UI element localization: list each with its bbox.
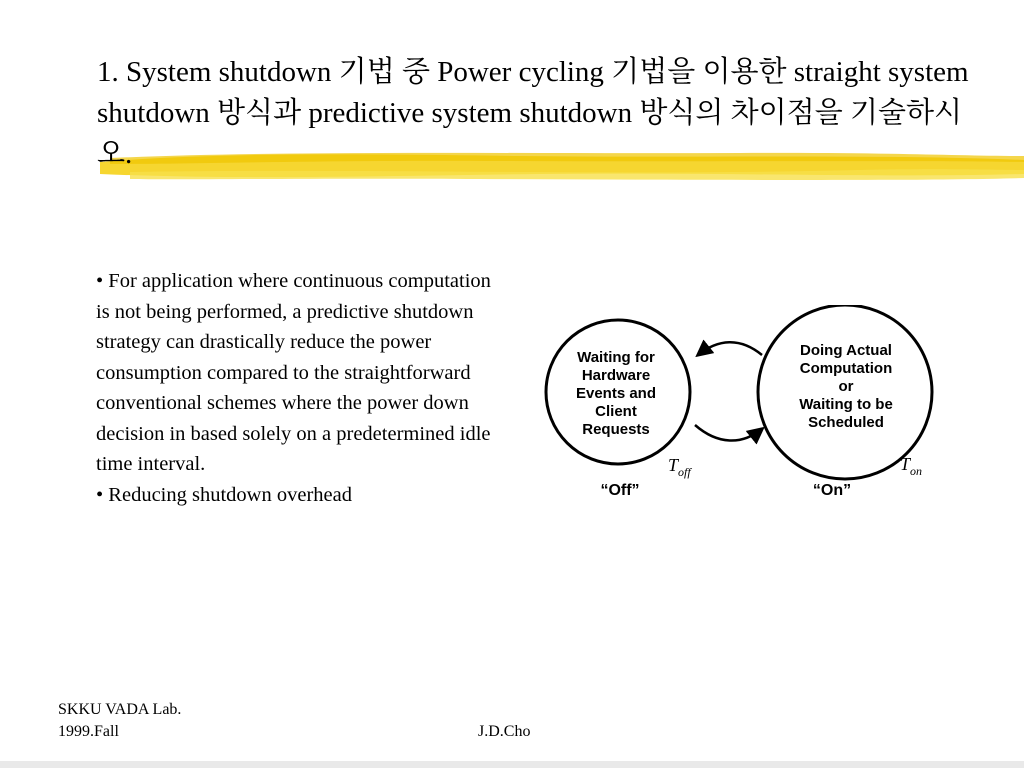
t-on-subscript: on (910, 464, 923, 478)
on-line-5: Scheduled (808, 414, 884, 431)
on-line-4: Waiting to be (799, 396, 893, 413)
off-state-label: “Off” (600, 482, 640, 499)
off-line-2: Hardware (581, 367, 651, 384)
footer-term: 1999.Fall (58, 723, 119, 740)
bottom-border (0, 761, 1024, 768)
on-line-3: or (838, 378, 854, 395)
bullet-list (96, 266, 506, 510)
t-off-symbol (668, 455, 692, 479)
slide-title: 1. System shutdown 기법 중 Power cycling 기법을 이용한 straight system shutdown 방식과 predictive system shutdown 방식의 차이점을 기술하시오. (97, 56, 969, 170)
arrow-to-on (695, 425, 762, 441)
footer-lab-info (58, 699, 181, 743)
off-line-1: Waiting for (577, 349, 655, 366)
off-line-4: Client (595, 403, 637, 420)
off-line-5: Requests (582, 421, 650, 438)
t-on-base: T (900, 454, 911, 474)
t-off-subscript: off (678, 465, 691, 479)
on-state-label: “On” (812, 482, 852, 499)
t-off-base: T (668, 455, 679, 475)
bullet-item-1: • For application where continuous computation is not being performed, a predictive shutdown strategy can drastically reduce the power consumption compared to the straightforward conventional schemes where the power down decision in based solely on a predetermined idle time interval. (96, 270, 491, 475)
arrow-to-off (698, 342, 762, 355)
off-state-text (576, 349, 656, 438)
footer-lab-name: SKKU VADA Lab. (58, 701, 182, 718)
footer-author: J.D.Cho (478, 723, 531, 740)
on-line-2: Computation (799, 360, 893, 377)
bullet-item-2: • Reducing shutdown overhead (96, 483, 352, 506)
on-line-1: Doing Actual (800, 342, 892, 359)
power-state-diagram (540, 305, 940, 505)
t-on-symbol (900, 454, 922, 478)
off-line-3: Events and (575, 385, 657, 402)
